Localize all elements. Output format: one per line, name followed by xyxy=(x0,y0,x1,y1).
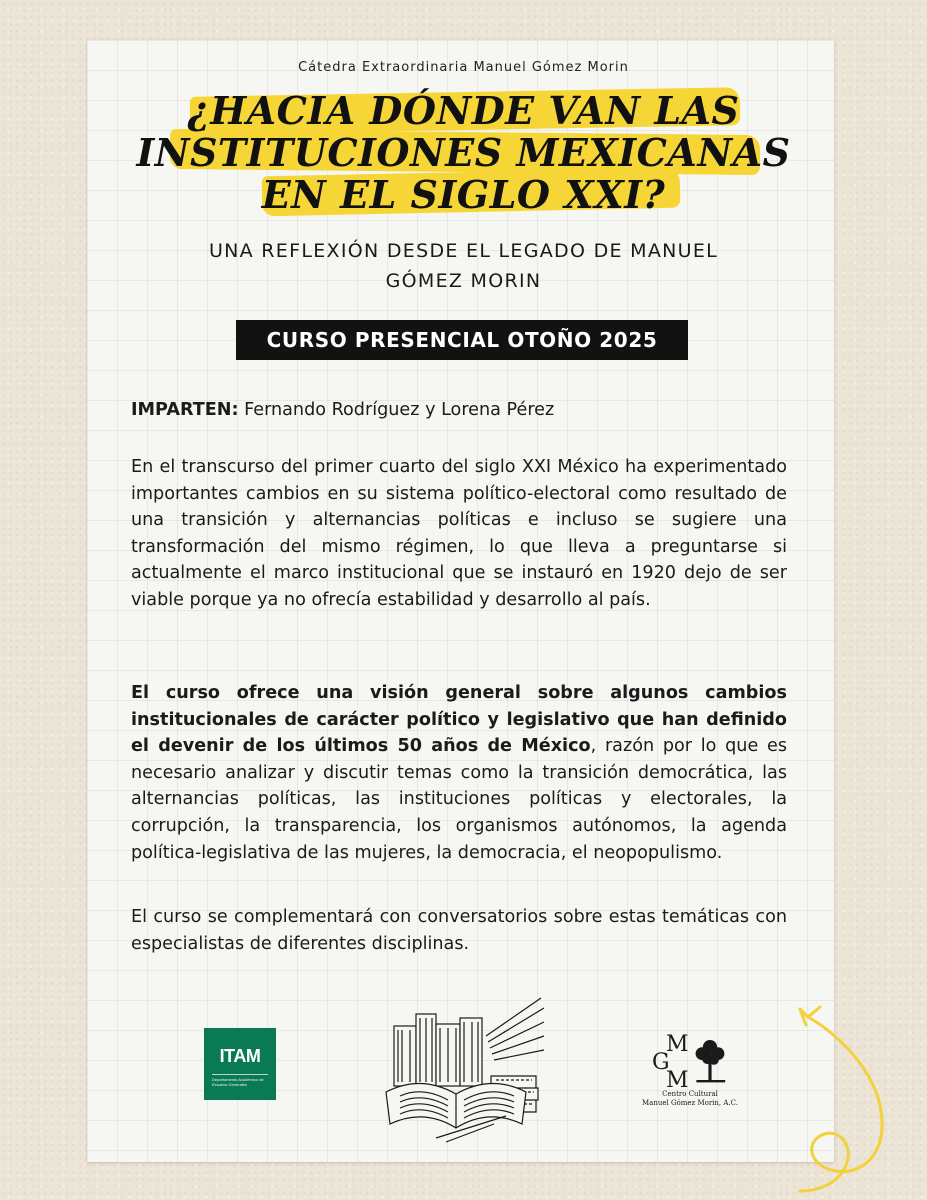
imparten-names: Fernando Rodríguez y Lorena Pérez xyxy=(238,400,555,420)
title-line-2: INSTITUCIONES MEXICANAS xyxy=(136,130,791,175)
mgm-caption-line-1: Centro Cultural xyxy=(662,1090,718,1098)
paragraph-1: En el transcurso del primer cuarto del siglo XXI México ha experimentado importantes cambios en su sistema político-electoral como resultado de una transición y alternancias políticas e incluso se sugiere una transformación del mismo régimen, lo que lleva a preguntarse si actualmente el marco institucional que se instauró en 1920 dejo de ser viable porque ya no ofrecía estabilidad y desarrollo al país. xyxy=(131,457,787,610)
mgm-letter-m2: M xyxy=(666,1068,689,1093)
itam-logo xyxy=(204,1028,276,1100)
itam-logo-rule xyxy=(212,1074,268,1075)
books-illustration-icon xyxy=(376,996,546,1146)
course-banner: CURSO PRESENCIAL OTOÑO 2025 xyxy=(236,320,688,360)
paragraph-2-rest: , razón por lo que es necesario analizar y discutir temas como la transición democrática, las alternancias políticas, las instituciones políticas y electorales, la corrupción, la transparencia, los organismos autónomos, la agenda política-legislativa de las mujeres, la democracia, el neopopulismo. xyxy=(131,736,788,863)
title-line-1: ¿HACIA DÓNDE VAN LAS xyxy=(187,88,740,133)
subheading-line-1: UNA REFLEXIÓN DESDE EL LEGADO DE MANUEL xyxy=(208,240,719,262)
main-title xyxy=(0,90,927,216)
mgm-letter-m1: M xyxy=(666,1032,689,1057)
imparten-line xyxy=(131,397,787,424)
paragraph-3: El curso se complementará con conversatorios sobre estas temáticas con especialistas de diferentes disciplinas. xyxy=(131,907,787,954)
paragraph-2-bold: El curso ofrece una visión general sobre algunos cambios institucionales de carácter político y legislativo que han definido el devenir de los últimos 50 años de México xyxy=(131,683,787,757)
itam-logo-subtext: Departamento Académico de Estudios Generales xyxy=(212,1077,264,1087)
decorative-swirl-arrow-icon xyxy=(770,995,920,1195)
title-line-3: EN EL SIGLO XXI? xyxy=(261,172,666,217)
subheading-line-2: GÓMEZ MORIN xyxy=(385,270,542,292)
mgm-caption-line-2: Manuel Gómez Morin, A.C. xyxy=(641,1099,738,1107)
catedra-label: Cátedra Extraordinaria Manuel Gómez Morin xyxy=(298,60,629,75)
itam-logo-text: ITAM xyxy=(219,1046,261,1066)
subheading xyxy=(0,236,927,296)
paragraph-2 xyxy=(131,680,787,866)
mgm-caption xyxy=(640,1090,740,1108)
imparten-label: IMPARTEN: xyxy=(131,400,239,420)
mgm-letter-g: G xyxy=(652,1050,670,1075)
tree-icon xyxy=(690,1032,730,1088)
